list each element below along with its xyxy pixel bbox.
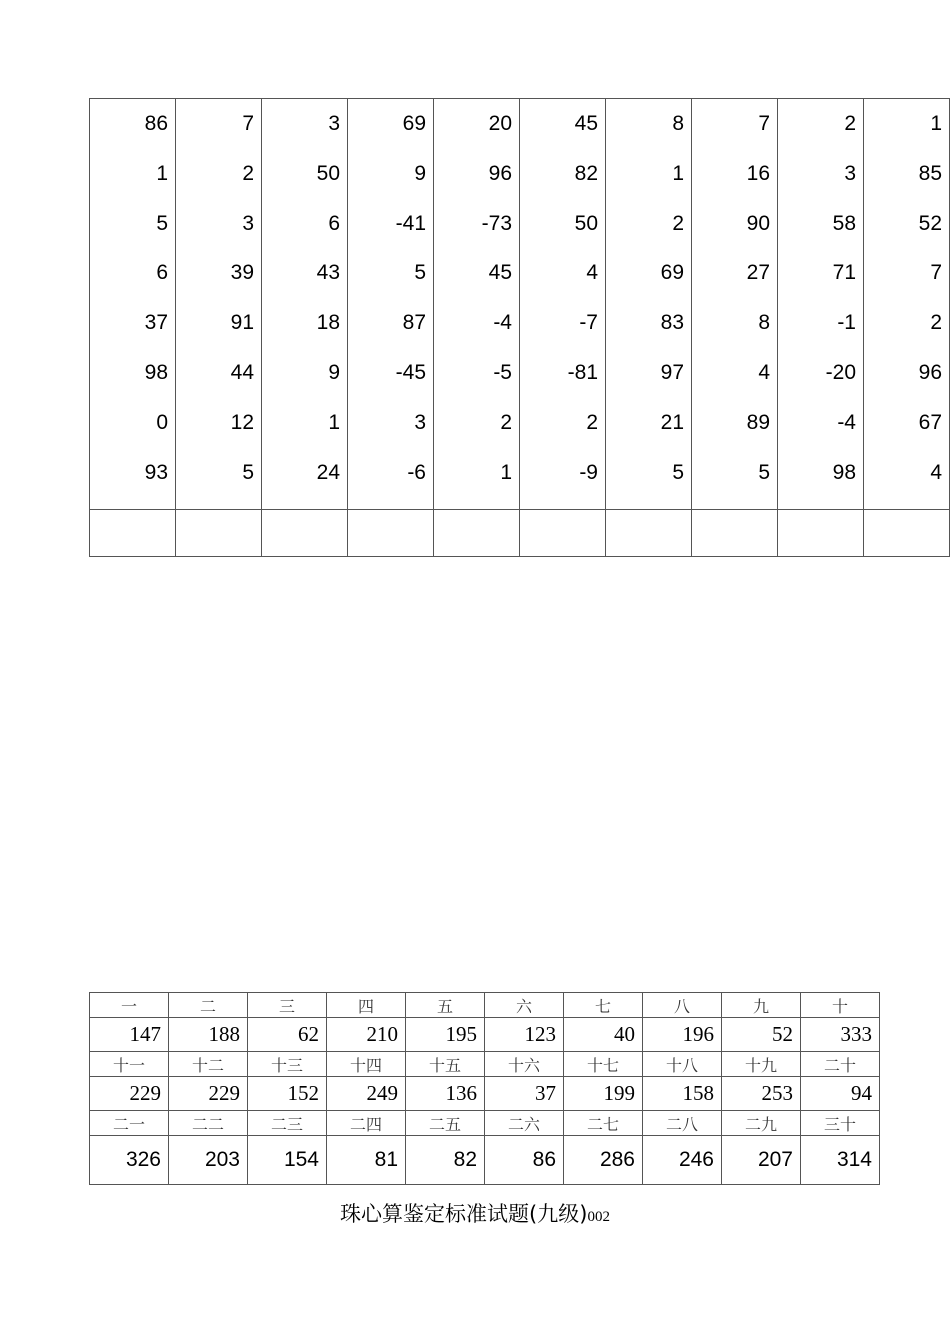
problem-number: 16 — [746, 161, 770, 185]
problem-number: 45 — [574, 112, 598, 135]
problem-number: 4 — [758, 360, 770, 384]
problem-number: 21 — [660, 410, 684, 434]
answer-cell-1[interactable] — [90, 510, 176, 557]
problem-number: 4 — [586, 261, 598, 285]
problem-number: 2 — [500, 410, 512, 434]
answer-key-label: 十九 — [722, 1052, 801, 1077]
answer-key-value: 81 — [327, 1136, 406, 1185]
answer-key-value: 188 — [169, 1018, 248, 1052]
answer-cell-6[interactable] — [520, 510, 606, 557]
problem-column-4 — [348, 99, 434, 510]
problem-number: 69 — [402, 112, 426, 135]
problem-number: 58 — [832, 211, 856, 235]
problem-number: 91 — [230, 311, 254, 335]
answer-key-label: 二十 — [801, 1052, 880, 1077]
problem-number: -41 — [395, 211, 426, 235]
problem-number: 98 — [832, 460, 856, 484]
answer-key-value: 286 — [564, 1136, 643, 1185]
answer-cell-2[interactable] — [176, 510, 262, 557]
answer-key-label: 三 — [248, 993, 327, 1018]
answer-cell-4[interactable] — [348, 510, 434, 557]
problem-number: 8 — [758, 311, 770, 335]
answer-key-value: 246 — [643, 1136, 722, 1185]
problem-number: -73 — [481, 211, 512, 235]
problem-number: -4 — [837, 410, 856, 434]
problem-number: 44 — [230, 360, 254, 384]
answer-key-label: 十一 — [90, 1052, 169, 1077]
answer-key-table — [89, 992, 880, 1185]
problem-number: 6 — [328, 211, 340, 235]
problem-table — [89, 98, 950, 557]
answer-key-value: 94 — [801, 1077, 880, 1111]
answer-key-value: 147 — [90, 1018, 169, 1052]
answer-key-label: 二六 — [485, 1111, 564, 1136]
problem-number: 3 — [414, 410, 426, 434]
answer-key-label: 十八 — [643, 1052, 722, 1077]
answer-cell-10[interactable] — [864, 510, 950, 557]
answer-blank-row — [90, 510, 950, 557]
problem-number: 5 — [414, 261, 426, 285]
answer-key-label: 八 — [643, 993, 722, 1018]
problem-number: -81 — [567, 360, 598, 384]
answer-key-value: 152 — [248, 1077, 327, 1111]
answer-key-value: 210 — [327, 1018, 406, 1052]
problem-number: 45 — [488, 261, 512, 285]
answer-key-label: 十七 — [564, 1052, 643, 1077]
problem-column-9 — [778, 99, 864, 510]
problem-number: 6 — [156, 261, 168, 285]
answer-key-label: 十三 — [248, 1052, 327, 1077]
answer-key-value: 154 — [248, 1136, 327, 1185]
answer-key-label: 十六 — [485, 1052, 564, 1077]
answer-key-label: 七 — [564, 993, 643, 1018]
problem-number: 5 — [156, 211, 168, 235]
answer-key-label: 二 — [169, 993, 248, 1018]
answer-key-label: 二九 — [722, 1111, 801, 1136]
footer-title — [0, 1198, 950, 1228]
problem-column-7 — [606, 99, 692, 510]
answer-key-label: 十五 — [406, 1052, 485, 1077]
problem-number: 8 — [672, 112, 684, 135]
problem-number: 93 — [144, 460, 168, 484]
answer-cell-7[interactable] — [606, 510, 692, 557]
answer-key-value: 203 — [169, 1136, 248, 1185]
answer-key-value-row — [90, 1018, 880, 1052]
problem-number: 52 — [918, 211, 942, 235]
problem-column-6 — [520, 99, 606, 510]
problem-number: 43 — [316, 261, 340, 285]
answer-key-label-row — [90, 993, 880, 1018]
problem-number: 96 — [918, 360, 942, 384]
answer-key-label: 二二 — [169, 1111, 248, 1136]
problem-number: 20 — [488, 112, 512, 135]
problem-number: 18 — [316, 311, 340, 335]
problem-number: -4 — [493, 311, 512, 335]
problem-number: -5 — [493, 360, 512, 384]
answer-key-label: 二八 — [643, 1111, 722, 1136]
answer-key-label: 十二 — [169, 1052, 248, 1077]
problem-number: 50 — [316, 161, 340, 185]
problem-number: 1 — [930, 112, 942, 135]
problem-number: 5 — [758, 460, 770, 484]
problem-column-2 — [176, 99, 262, 510]
problem-number: 7 — [930, 261, 942, 285]
problem-number: 2 — [586, 410, 598, 434]
problem-number: -20 — [825, 360, 856, 384]
answer-cell-9[interactable] — [778, 510, 864, 557]
problem-number: -1 — [837, 311, 856, 335]
answer-key-value: 333 — [801, 1018, 880, 1052]
answer-key-value: 123 — [485, 1018, 564, 1052]
problem-number: 1 — [672, 161, 684, 185]
problem-number: 1 — [328, 410, 340, 434]
answer-key-label: 二七 — [564, 1111, 643, 1136]
answer-key-label: 六 — [485, 993, 564, 1018]
answer-key-label: 二三 — [248, 1111, 327, 1136]
problem-number: -6 — [407, 460, 426, 484]
answer-key-value: 207 — [722, 1136, 801, 1185]
problem-number: 83 — [660, 311, 684, 335]
problem-number: 9 — [414, 161, 426, 185]
answer-key-value: 158 — [643, 1077, 722, 1111]
answer-key-label: 三十 — [801, 1111, 880, 1136]
problem-number: 7 — [242, 112, 254, 135]
problem-number: 27 — [746, 261, 770, 285]
problem-number: 89 — [746, 410, 770, 434]
problem-number: 90 — [746, 211, 770, 235]
problem-number: 2 — [844, 112, 856, 135]
answer-key-value: 37 — [485, 1077, 564, 1111]
answer-key-value: 82 — [406, 1136, 485, 1185]
problem-column-1 — [90, 99, 176, 510]
answer-key-label: 十四 — [327, 1052, 406, 1077]
problem-number: 2 — [930, 311, 942, 335]
problem-number: 87 — [402, 311, 426, 335]
answer-key-value: 86 — [485, 1136, 564, 1185]
problem-number: 39 — [230, 261, 254, 285]
problem-number: -9 — [579, 460, 598, 484]
answer-cell-8[interactable] — [692, 510, 778, 557]
problem-number: -7 — [579, 311, 598, 335]
problem-number: 5 — [672, 460, 684, 484]
problem-columns-row — [90, 99, 950, 510]
answer-key-label: 二五 — [406, 1111, 485, 1136]
answer-key-label: 五 — [406, 993, 485, 1018]
problem-column-3 — [262, 99, 348, 510]
footer-code: 002 — [587, 1209, 610, 1225]
answer-key-value: 326 — [90, 1136, 169, 1185]
answer-key-value: 199 — [564, 1077, 643, 1111]
problem-number: 2 — [672, 211, 684, 235]
problem-number: 82 — [574, 161, 598, 185]
answer-key-label: 二四 — [327, 1111, 406, 1136]
answer-key-value: 52 — [722, 1018, 801, 1052]
problem-number: 37 — [144, 311, 168, 335]
problem-number: 0 — [156, 410, 168, 434]
answer-key-value: 229 — [169, 1077, 248, 1111]
answer-cell-5[interactable] — [434, 510, 520, 557]
problem-number: 24 — [316, 460, 340, 484]
problem-number: 7 — [758, 112, 770, 135]
problem-number: 69 — [660, 261, 684, 285]
problem-number: 86 — [144, 112, 168, 135]
answer-key-value: 314 — [801, 1136, 880, 1185]
answer-key-label: 二一 — [90, 1111, 169, 1136]
answer-key-value: 195 — [406, 1018, 485, 1052]
answer-key-label: 四 — [327, 993, 406, 1018]
problem-number: 67 — [918, 410, 942, 434]
problem-column-10 — [864, 99, 950, 510]
problem-number: 3 — [328, 112, 340, 135]
answer-key-label-row — [90, 1111, 880, 1136]
answer-cell-3[interactable] — [262, 510, 348, 557]
problem-number: 4 — [930, 460, 942, 484]
answer-key-label: 一 — [90, 993, 169, 1018]
answer-key-value-row — [90, 1136, 880, 1185]
problem-number: -45 — [395, 360, 426, 384]
answer-key-value: 136 — [406, 1077, 485, 1111]
problem-number: 85 — [918, 161, 942, 185]
problem-number: 50 — [574, 211, 598, 235]
problem-number: 1 — [500, 460, 512, 484]
answer-key-value: 249 — [327, 1077, 406, 1111]
answer-key-value-row — [90, 1077, 880, 1111]
problem-number: 1 — [156, 161, 168, 185]
problem-number: 2 — [242, 161, 254, 185]
answer-key-value: 253 — [722, 1077, 801, 1111]
answer-key-label: 十 — [801, 993, 880, 1018]
problem-number: 12 — [230, 410, 254, 434]
problem-number: 5 — [242, 460, 254, 484]
problem-column-8 — [692, 99, 778, 510]
footer-title-text: 珠心算鉴定标准试题(九级) — [340, 1202, 588, 1226]
problem-number: 3 — [844, 161, 856, 185]
answer-key-value: 229 — [90, 1077, 169, 1111]
answer-key-value: 196 — [643, 1018, 722, 1052]
problem-number: 98 — [144, 360, 168, 384]
answer-key-value: 40 — [564, 1018, 643, 1052]
answer-key-value: 62 — [248, 1018, 327, 1052]
problem-number: 97 — [660, 360, 684, 384]
problem-number: 71 — [832, 261, 856, 285]
problem-number: 96 — [488, 161, 512, 185]
answer-key-label-row — [90, 1052, 880, 1077]
problem-number: 9 — [328, 360, 340, 384]
problem-number: 3 — [242, 211, 254, 235]
answer-key-label: 九 — [722, 993, 801, 1018]
problem-column-5 — [434, 99, 520, 510]
